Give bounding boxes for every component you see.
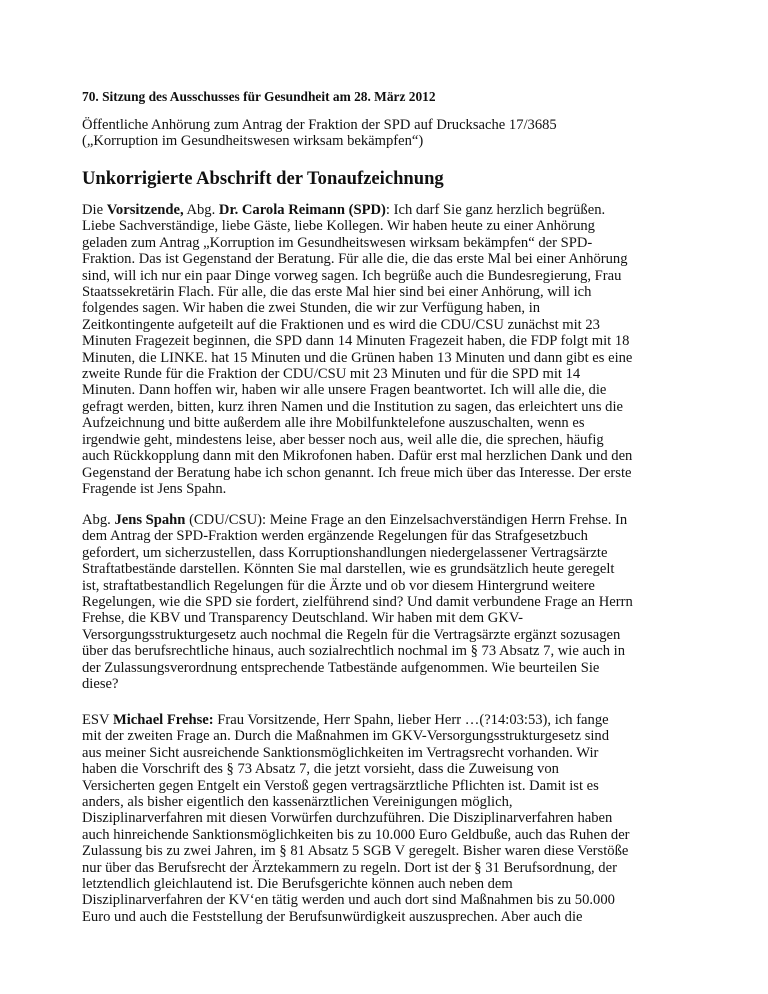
text-line: auch Rückkopplung dann mit den Mikrofonen haben. Dafür erst mal herzlichen Dank und den — [82, 448, 633, 465]
text-line: Minuten Fragezeit beginnen, die SPD dann 14 Minuten Fragezeit haben, die FDP folgt mit 18 — [82, 333, 630, 350]
speaker-prefix: Abg. — [82, 512, 115, 528]
paragraph-lines — [82, 218, 632, 497]
text-line: irgendwie geht, mindestens leise, aber besser noch aus, weil alle die, die sprechen, häufig — [82, 431, 604, 448]
speech-paragraph-spahn — [82, 512, 633, 692]
text-line: Zeitkontingente aufgeteilt auf die Fraktionen und es wird die CDU/CSU zunächst mit 23 — [82, 316, 600, 333]
text-line: diese? — [82, 676, 119, 693]
text-line: Zulassung bis zu zwei Jahren, im § 81 Absatz 5 SGB V geregelt. Bisher waren diese Verstöße — [82, 843, 629, 860]
speech-text: Frau Vorsitzende, Herr Spahn, lieber Herr …(?14:03:53), ich fange — [213, 712, 609, 728]
hearing-subtitle — [82, 117, 557, 150]
speech-text: : Ich darf Sie ganz herzlich begrüßen. — [385, 202, 606, 218]
text-line: Versicherten gegen Entgelt ein Verstoß gegen vertragsärztliche Pflichten ist. Damit ist es — [82, 777, 599, 794]
session-title: 70. Sitzung des Ausschusses für Gesundheit am 28. März 2012 — [82, 89, 436, 104]
text-line: dem Antrag der SPD-Fraktion werden ergänzende Regelungen für das Strafgesetzbuch — [82, 528, 588, 545]
text-line: der Zulassungsverordnung entsprechende Tatbestände aufgenommen. Wie beurteilen Sie — [82, 659, 600, 676]
speech-text: (CDU/CSU): Meine Frage an den Einzelsachverständigen Herrn Frehse. In — [185, 512, 628, 528]
text-line: Liebe Sachverständige, liebe Gäste, liebe Kollegen. Wir haben heute zu einer Anhörung — [82, 218, 595, 235]
text-line: Disziplinarverfahren mit diesen Vorwürfen durchzuführen. Die Disziplinarverfahren haben — [82, 810, 613, 827]
text-line: Regelungen, wie die SPD sie fordert, zielführend sind? Und damit verbundene Frage an Herrn — [82, 594, 633, 611]
speaker-title: Abg. — [183, 202, 219, 218]
speech-paragraph-frehse — [82, 712, 630, 925]
text-line: Fraktion. Das ist Gegenstand der Beratung. Für alle die, die das erste Mal bei einer Anhörung — [82, 251, 628, 268]
text-line: gefragt werden, bitten, kurz ihren Namen und die Institution zu sagen, das erleichtert uns die — [82, 398, 624, 415]
text-line: gefordert, um sicherzustellen, dass Korruptionshandlungen niedergelassener Vertragsärzte — [82, 544, 608, 561]
text-line: aus meiner Sicht ausreichende Sanktionsmöglichkeiten im Vertragsrecht vorhanden. Wir — [82, 744, 599, 761]
speaker-name: Michael Frehse: — [112, 712, 214, 728]
paragraph-lines — [82, 528, 633, 692]
subtitle-line: Öffentliche Anhörung zum Antrag der Fraktion der SPD auf Drucksache 17/3685 — [82, 117, 557, 133]
text-line: Disziplinarverfahren der KV‘en tätig werden und auch dort sind Maßnahmen bis zu 50.000 — [82, 892, 615, 909]
text-line: zweite Runde für die Fraktion der CDU/CSU mit 23 Minuten und für die SPD mit 14 — [82, 366, 581, 383]
text-line: Minuten, die LINKE. hat 15 Minuten und die Grünen haben 13 Minuten und dann gibt es eine — [82, 349, 633, 366]
subtitle-line: („Korruption im Gesundheitswesen wirksam bekämpfen“) — [82, 133, 424, 150]
text-line: sind, will ich nur ein paar Dinge vorweg sagen. Ich begrüße auch die Bundesregierung, Frau — [82, 267, 622, 284]
text-line: Frehse, die KBV und Transparency Deutschland. Wir haben mit dem GKV- — [82, 610, 523, 627]
text-line: nur über das Berufsrecht der Ärztekammern zu regeln. Dort ist der § 31 Berufsordnung, der — [82, 859, 617, 876]
text-line: auch hinreichende Sanktionsmöglichkeiten bis zu 10.000 Euro Geldbuße, auch das Ruhen der — [82, 826, 630, 843]
transcript-heading: Unkorrigierte Abschrift der Tonaufzeichnung — [82, 168, 444, 189]
text-line: Fragende ist Jens Spahn. — [82, 480, 227, 497]
paragraph-lines — [82, 728, 630, 925]
speech-paragraph-chair — [82, 202, 632, 497]
text-line: letztendlich gleichlautend ist. Die Berufsgerichte können auch neben dem — [82, 876, 513, 893]
text-line: haben die Vorschrift des § 73 Absatz 7, die jetzt vorsieht, dass die Zuweisung von — [82, 761, 559, 778]
text-line: anders, als bisher eigentlich den kassenärztlichen Vereinigungen möglich, — [82, 794, 513, 811]
text-line: Staatssekretärin Flach. Für alle, die das erste Mal hier sind bei einer Anhörung, will ich — [82, 284, 592, 301]
text-line: Straftatbestände darstellen. Könnten Sie mal darstellen, wie es grundsätzlich heute geregelt — [82, 561, 615, 578]
speaker-name: Jens Spahn — [114, 512, 186, 528]
text-line: ist, straftatbestandlich Regelungen für die Ärzte und ob vor diesem Hintergrund weitere — [82, 577, 595, 594]
speaker-role: Vorsitzende, — [106, 202, 184, 218]
text-line: Minuten. Dann hoffen wir, haben wir alle unsere Fragen beantwortet. Ich will alle die, die — [82, 382, 607, 399]
text-line: folgendes sagen. Wir haben die zwei Stunden, die wir zur Verfügung haben, in — [82, 300, 541, 317]
text-line: Versorgungsstrukturgesetz auch nochmal die Regeln für die Vertragsärzte ergänzt sozusagen — [82, 626, 621, 643]
speaker-prefix: ESV — [82, 712, 113, 728]
text-line: mit der zweiten Frage an. Durch die Maßnahmen im GKV-Versorgungsstrukturgesetz sind — [82, 728, 610, 745]
text-line: Aufzeichnung und bitte außerdem alle ihre Mobilfunktelefone auszuschalten, wenn es — [82, 415, 585, 432]
speaker-line — [82, 512, 633, 528]
text-line: geladen zum Antrag „Korruption im Gesundheitswesen wirksam bekämpfen“ der SPD- — [82, 234, 593, 251]
text-line: über das berufsrechtliche hinaus, auch sozialrechtlich nochmal im § 73 Absatz 7, wie auch in — [82, 643, 626, 660]
text-line: Gegenstand der Beratung habe ich schon genannt. Ich freue mich über das Interesse. Der erste — [82, 464, 632, 481]
speaker-line — [82, 712, 630, 728]
speaker-line — [82, 202, 632, 218]
text-line: Euro und auch die Feststellung der Berufsunwürdigkeit auszusprechen. Aber auch die — [82, 908, 583, 925]
speaker-name: Dr. Carola Reimann (SPD) — [218, 202, 386, 218]
speaker-prefix: Die — [82, 202, 107, 218]
